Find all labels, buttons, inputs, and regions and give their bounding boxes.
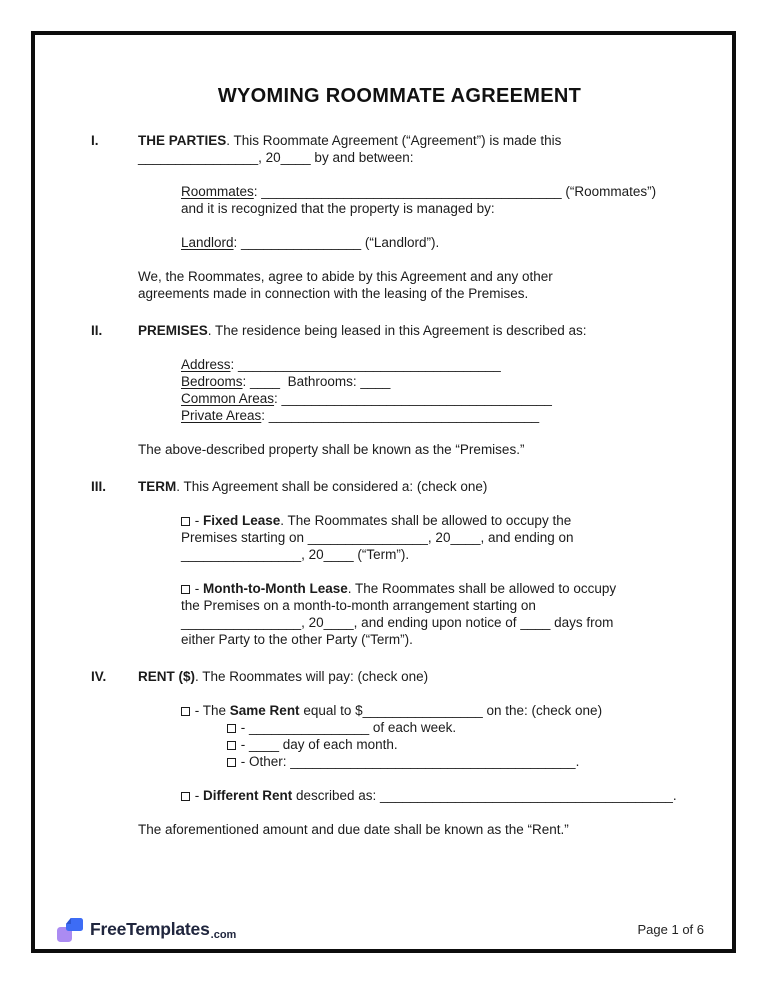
section-term [91, 478, 708, 648]
common-areas-line [181, 390, 708, 407]
agree-line-1: We, the Roommates, agree to abide by this Agreement and any other [138, 269, 553, 284]
private-areas-blank: : ____________________________________ [261, 408, 540, 423]
bedrooms-label: Bedrooms [181, 374, 243, 389]
text-run: - [191, 581, 203, 596]
agree-line-2: agreements made in connection with the leasing of the Premises. [138, 286, 529, 301]
section-number: IV. [91, 669, 107, 684]
weekly-option [227, 719, 708, 736]
section-the-parties [91, 132, 708, 302]
landlord-label: Landlord [181, 235, 234, 250]
text-run: - [191, 513, 203, 528]
checkbox-icon [227, 758, 236, 767]
month-to-month-option [181, 580, 708, 597]
text-run: - The [191, 703, 230, 718]
section-heading: THE PARTIES [138, 133, 227, 148]
monthly-blank: - ____ day of each month. [237, 737, 398, 752]
landlord-line [181, 234, 708, 251]
text-run: . The Roommates shall be allowed to occupy the [280, 513, 572, 528]
section-premises [91, 322, 708, 458]
same-rent-option [181, 702, 708, 719]
address-line [181, 356, 708, 373]
text-run: . This Agreement shall be considered a: (check one) [176, 479, 488, 494]
date-blank-line: ________________, 20____ by and between: [138, 150, 414, 165]
roommates-line [181, 183, 708, 200]
checkbox-icon [227, 741, 236, 750]
section-heading-line [138, 322, 708, 339]
checkbox-icon [181, 585, 190, 594]
landlord-blank: : ________________ (“Landlord”). [233, 235, 440, 250]
text-run: . This Roommate Agreement (“Agreement”) is made this [226, 133, 562, 148]
text-run: . The Roommates shall be allowed to occupy [347, 581, 617, 596]
month-to-month-line-2: the Premises on a month-to-month arrangement starting on [181, 598, 536, 613]
checkbox-icon [227, 724, 236, 733]
premises-known-line: The above-described property shall be known as the “Premises.” [138, 442, 525, 457]
text-run: - [191, 788, 203, 803]
text-run: . The residence being leased in this Agreement is described as: [207, 323, 587, 338]
section-number: II. [91, 323, 103, 338]
common-areas-blank: : ____________________________________ [274, 391, 552, 406]
private-areas-label: Private Areas [181, 408, 262, 423]
section-heading: RENT ($) [138, 669, 195, 684]
freetemplates-logo-icon [57, 916, 83, 943]
section-heading: TERM [138, 479, 177, 494]
fixed-lease-line-3: ________________, 20____ (“Term”). [181, 547, 410, 562]
checkbox-icon [181, 517, 190, 526]
section-number: III. [91, 479, 107, 494]
managed-by-line: and it is recognized that the property is managed by: [181, 201, 495, 216]
month-to-month-line-3: ________________, 20____, and ending upon notice of ____ days from [181, 615, 614, 630]
fixed-lease-line-2: Premises starting on ________________, 20____, and ending on [181, 530, 574, 545]
different-rent-blank: described as: _______________________________________. [292, 788, 677, 803]
bedrooms-bathrooms-blanks: : ____ Bathrooms: ____ [242, 374, 391, 389]
brand-name: FreeTemplates [90, 919, 210, 939]
text-run: . The Roommates will pay: (check one) [195, 669, 429, 684]
brand-tld: .com [210, 929, 237, 941]
document-title: WYOMING ROOMMATE AGREEMENT [217, 85, 582, 107]
roommates-label: Roommates [181, 184, 254, 199]
page-number: Page 1 of 6 [637, 922, 704, 937]
section-number: I. [91, 133, 99, 148]
other-blank: - Other: ______________________________________. [237, 754, 580, 769]
document-page [31, 31, 736, 953]
checkbox-icon [181, 707, 190, 716]
freetemplates-logo [57, 916, 236, 943]
bedrooms-line [181, 373, 708, 390]
section-heading-line [138, 478, 708, 495]
section-rent [91, 668, 708, 838]
brand-wordmark [90, 919, 236, 940]
different-rent-label: Different Rent [203, 788, 293, 803]
month-to-month-line-4: either Party to the other Party (“Term”). [181, 632, 413, 647]
address-blank: : ___________________________________ [230, 357, 501, 372]
checkbox-icon [181, 792, 190, 801]
address-label: Address [181, 357, 231, 372]
page-footer [57, 916, 704, 943]
monthly-option [227, 736, 708, 753]
fixed-lease-option [181, 512, 708, 529]
different-rent-option [181, 787, 708, 804]
common-areas-label: Common Areas [181, 391, 275, 406]
weekly-blank: - ________________ of each week. [237, 720, 457, 735]
section-heading-line [138, 132, 708, 149]
section-heading: PREMISES [138, 323, 208, 338]
private-areas-line [181, 407, 708, 424]
same-rent-label: Same Rent [229, 703, 300, 718]
section-heading-line [138, 668, 708, 685]
fixed-lease-label: Fixed Lease [203, 513, 281, 528]
rent-known-line: The aforementioned amount and due date shall be known as the “Rent.” [138, 822, 569, 837]
same-rent-blank: equal to $________________ on the: (check one) [299, 703, 603, 718]
other-option [227, 753, 708, 770]
month-to-month-label: Month-to-Month Lease [203, 581, 348, 596]
roommates-blank: : ________________________________________ (“Roommates”) [253, 184, 657, 199]
document-content [35, 35, 732, 838]
